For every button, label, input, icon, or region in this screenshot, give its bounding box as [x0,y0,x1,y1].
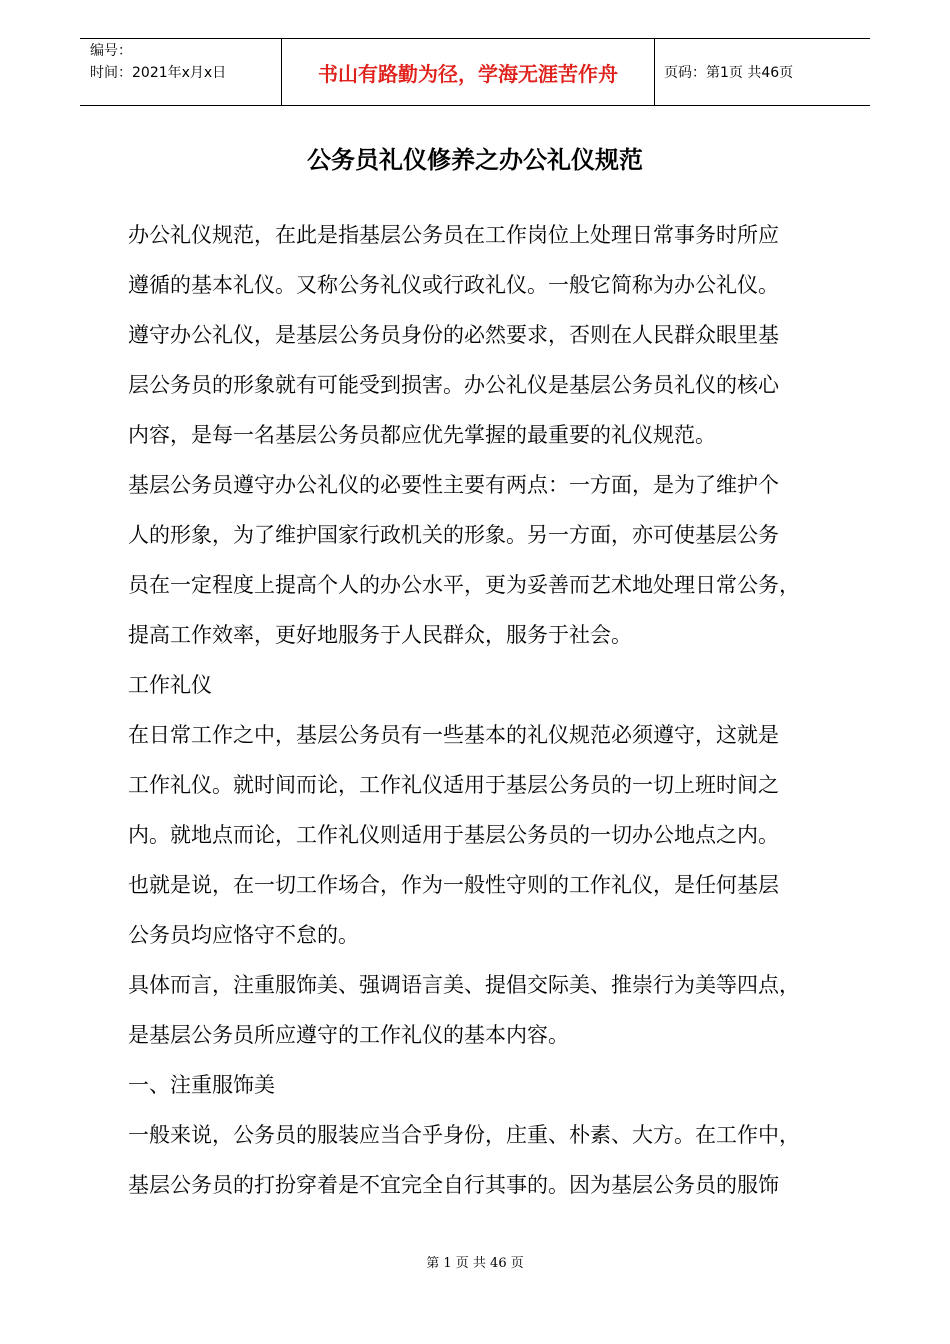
page-footer: 第 1 页 共 46 页 [426,1256,524,1271]
text-line: 内。就地点而论，工作礼仪则适用于基层公务员的一切办公地点之内。 [128,823,779,847]
text-line: 也就是说，在一切工作场合，作为一般性守则的工作礼仪，是任何基层 [128,873,779,897]
text-line: 具体而言，注重服饰美、强调语言美、提倡交际美、推崇行为美等四点， [128,973,800,997]
text-line: 人的形象，为了维护国家行政机关的形象。另一方面，亦可使基层公务 [128,523,779,547]
text-line: 一般来说，公务员的服装应当合乎身份，庄重、朴素、大方。在工作中， [128,1123,800,1147]
number-label: 编号： [90,43,132,59]
time-label: 时间：2021年x月x日 [90,65,227,81]
text-line: 办公礼仪规范，在此是指基层公务员在工作岗位上处理日常事务时所应 [128,223,779,247]
text-line: 一、注重服饰美 [128,1073,275,1097]
text-line: 工作礼仪。就时间而论，工作礼仪适用于基层公务员的一切上班时间之 [128,773,779,797]
header-page-info: 页码：第1页 共46页 [664,65,794,81]
text-line: 基层公务员遵守办公礼仪的必要性主要有两点：一方面，是为了维护个 [128,473,779,497]
text-line: 遵循的基本礼仪。又称公务礼仪或行政礼仪。一般它简称为办公礼仪。 [128,273,779,297]
document-title: 公务员礼仪修养之办公礼仪规范 [307,146,643,174]
text-line: 内容，是每一名基层公务员都应优先掌握的最重要的礼仪规范。 [128,423,716,447]
header-meta [80,39,281,105]
text-line: 层公务员的形象就有可能受到损害。办公礼仪是基层公务员礼仪的核心 [128,373,779,397]
text-line: 是基层公务员所应遵守的工作礼仪的基本内容。 [128,1023,569,1047]
text-line: 员在一定程度上提高个人的办公水平，更为妥善而艺术地处理日常公务， [128,573,800,597]
document-body [128,210,828,1210]
text-line: 在日常工作之中，基层公务员有一些基本的礼仪规范必须遵守，这就是 [128,723,779,747]
text-line: 遵守办公礼仪，是基层公务员身份的必然要求，否则在人民群众眼里基 [128,323,779,347]
document-header [80,38,870,106]
text-line: 公务员均应恪守不怠的。 [128,923,359,947]
text-line: 工作礼仪 [128,673,212,697]
text-line: 基层公务员的打扮穿着是不宜完全自行其事的。因为基层公务员的服饰 [128,1173,779,1197]
text-line: 提高工作效率，更好地服务于人民群众，服务于社会。 [128,623,632,647]
header-motto: 书山有路勤为径，学海无涯苦作舟 [281,39,655,105]
